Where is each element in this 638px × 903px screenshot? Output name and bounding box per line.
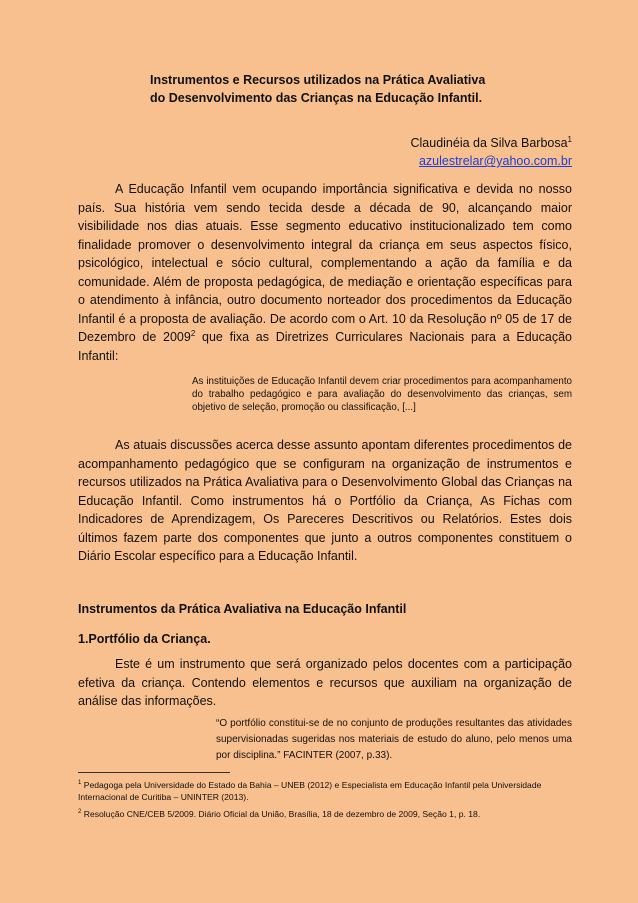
footnote-mark-2: 2 xyxy=(190,328,196,338)
title-line-1: Instrumentos e Recursos utilizados na Prática Avaliativa xyxy=(150,73,486,87)
paragraph-intro-text: A Educação Infantil vem ocupando importância significativa e devida no nosso país. Sua história vem sendo tecida desde a década de 90, alcançando maior visibilidade nos dias atuais. Esse segmento educativo institucionalizado tem como finalidade promover o desenvolvimento integral da criança em seus aspectos físico, psicológico, intelectual e sócio cultural, complementando a ação da família e da comunidade. Além de proposta pedagógica, de mediação e orientação específicas para o atendimento à infância, outro documento norteador dos procedimentos da Educação Infantil é a proposta de avaliação. De acordo com o Art. 10 da Resolução nº 05 de 17 de Dezembro de 2009 xyxy=(78,182,572,344)
paragraph-intro xyxy=(78,180,572,365)
footnote-1-text: Pedagoga pela Universidade do Estado da Bahia – UNEB (2012) e Especialista em Educação Infantil pela Universidade Internacional de Curitiba – UNINTER (2013). xyxy=(78,779,542,802)
block-quote-facinter: “O portfólio constitui-se de no conjunto de produções resultantes das atividades supervisionadas sugeridas nos materiais de estudo do aluno, pelo menos uma por disciplina.” FACINTER (2007, p.33). xyxy=(216,718,572,761)
paragraph-portfolio: Este é um instrumento que será organizado pelos docentes com a participação efetiva da criança. Contendo elementos e recursos que auxiliam na organização de análise das informações. xyxy=(78,657,572,708)
footnote-1-mark: 1 xyxy=(78,780,82,786)
footnote-divider xyxy=(78,772,230,773)
author-block xyxy=(411,131,573,170)
block-quote-resolution: As instituições de Educação Infantil devem criar procedimentos para acompanhamento do trabalho pedagógico e para avaliação do desenvolvimento das crianças, sem objetivo de seleção, promoção ou classificação, [...] xyxy=(192,376,572,413)
document-title xyxy=(150,71,530,107)
footnote-2-text: Resolução CNE/CEB 5/2009. Diário Oficial da União, Brasília, 18 de dezembro de 2009, Seção 1, p. 18. xyxy=(81,808,481,819)
paragraph-intro-text-end: que fixa as Diretrizes Curriculares Nacionais para a Educação Infantil: xyxy=(78,330,572,363)
paragraph-discussions: As atuais discussões acerca desse assunto apontam diferentes procedimentos de acompanhamento pedagógico que se configuram na organização de instrumentos e recursos utilizados na Prática Avaliativa para o Desenvolvimento Global das Crianças na Educação Infantil. Como instrumentos há o Portfólio da Criança, As Fichas com Indicadores de Aprendizagem, Os Pareceres Descritivos ou Relatórios. Estes dois últimos fazem parte dos componentes que junto a outros componentes constituem o Diário Escolar específico para a Educação Infantil. xyxy=(78,438,572,563)
footnote-1 xyxy=(78,777,572,803)
author-name-line xyxy=(411,131,573,152)
author-name: Claudinéia da Silva Barbosa xyxy=(410,136,568,151)
author-email-link[interactable]: azulestrelar@yahoo.com.br xyxy=(418,154,572,169)
author-footnote-mark: 1 xyxy=(567,135,572,144)
title-line-2: do Desenvolvimento das Crianças na Educação Infantil. xyxy=(150,91,483,105)
footnote-2-mark: 2 xyxy=(78,809,82,815)
footnote-2 xyxy=(78,806,572,820)
section-heading: Instrumentos da Prática Avaliativa na Educação Infantil xyxy=(78,602,407,616)
subheading-portfolio: 1.Portfólio da Criança. xyxy=(78,632,211,646)
